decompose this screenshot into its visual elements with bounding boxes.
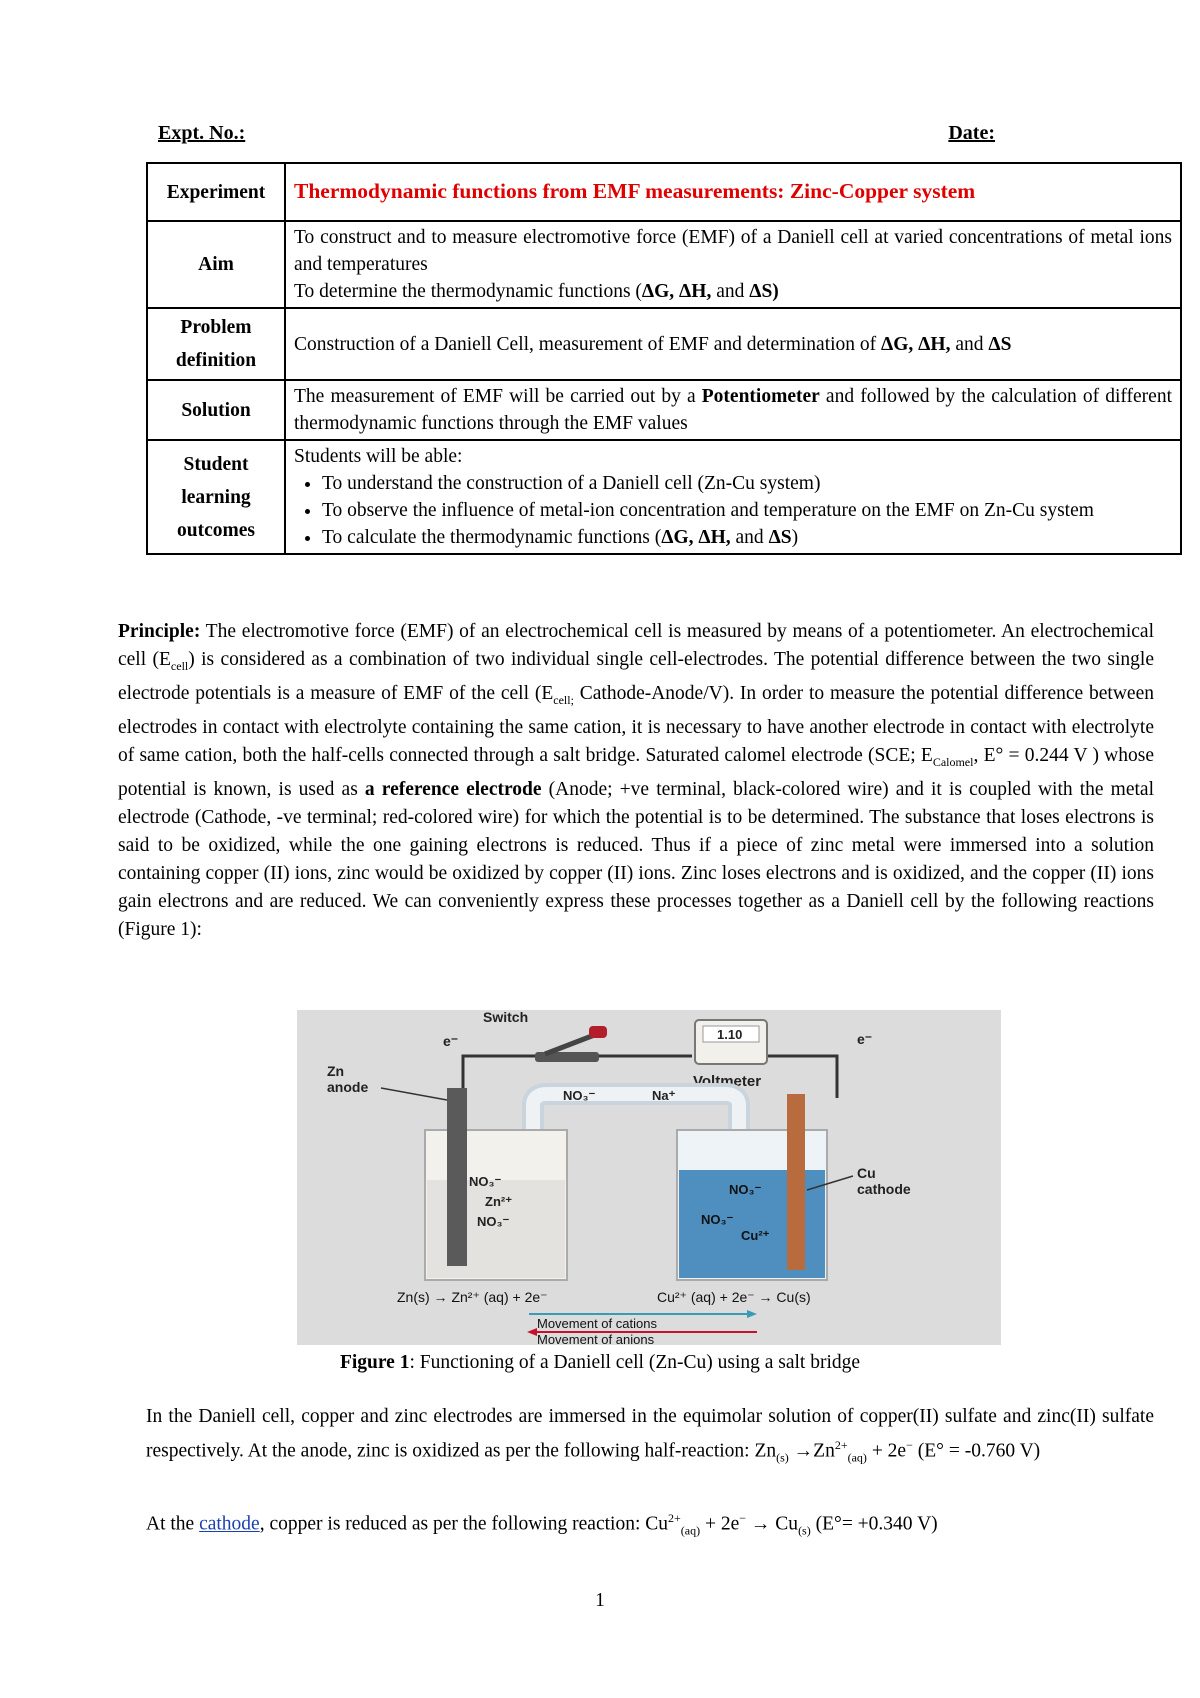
outcomes-intro: Students will be able: — [294, 446, 463, 467]
principle-sub: cell; — [553, 692, 574, 707]
zinc-anode — [447, 1088, 467, 1266]
list-item — [322, 524, 1172, 551]
problem-label — [147, 308, 285, 380]
para3-text: , copper is reduced as per the following reaction: Cu — [259, 1513, 668, 1535]
para2-text: + 2e — [866, 1440, 907, 1462]
problem-bold-2: ΔS — [988, 333, 1012, 355]
para2-sub: (aq) — [847, 1450, 867, 1465]
para3-text: At the — [146, 1513, 200, 1535]
problem-cell — [285, 308, 1181, 380]
aim-label: Aim — [147, 221, 285, 308]
aim-line-1: To construct and to measure electromotive force (EMF) of a Daniell cell at varied concentrations of metal ions and temperatures — [294, 227, 1172, 275]
experiment-info-table — [146, 162, 1182, 555]
aim-cell — [285, 221, 1181, 308]
solution-cell — [285, 380, 1181, 440]
table-row — [147, 163, 1181, 221]
wire-right — [765, 1056, 837, 1098]
outcome-3-mid: and — [730, 527, 769, 548]
problem-text: Construction of a Daniell Cell, measurement of EMF and determination of — [294, 333, 882, 355]
experiment-title: Thermodynamic functions from EMF measurements: Zinc-Copper system — [294, 179, 976, 203]
daniell-paragraph — [146, 1403, 1154, 1471]
aim-text: To determine the thermodynamic functions ( — [294, 281, 642, 302]
legend-anions: Movement of anions — [537, 1332, 655, 1345]
table-row — [147, 440, 1181, 554]
outcomes-label — [147, 440, 285, 554]
para3-text: + 2e — [700, 1513, 740, 1535]
daniell-cell-diagram — [297, 1010, 1001, 1345]
voltmeter-label: Voltmeter — [693, 1073, 762, 1090]
outcome-3-text: To calculate the thermodynamic functions ( — [322, 527, 662, 548]
outcomes-label-line2: learning — [181, 486, 251, 508]
table-row — [147, 221, 1181, 308]
caption-text: : Functioning of a Daniell cell (Zn-Cu) using a salt bridge — [409, 1352, 861, 1373]
cation-arrowhead — [747, 1310, 757, 1318]
outcomes-label-line1: Student — [183, 453, 249, 475]
electron-left-label: e⁻ — [443, 1033, 459, 1049]
principle-text: The electromotive force (EMF) of an electrochemical cell is measured by means of a potentiometer. An electrochemical cell (E — [118, 621, 1154, 670]
solution-bold: Potentiometer — [701, 386, 820, 407]
outcomes-list — [294, 470, 1172, 551]
right-reaction: Cu²⁺ (aq) + 2e⁻ → Cu(s) — [657, 1289, 811, 1305]
outcome-3-suffix: ) — [791, 527, 799, 548]
caption-bold: Figure 1 — [339, 1352, 410, 1373]
outcomes-label-line3: outcomes — [177, 519, 255, 541]
para3-sup: − — [739, 1511, 747, 1525]
para2-text: (E° = -0.760 V) — [912, 1440, 1041, 1462]
principle-text: Cathode-Anode/V). In order to measure the potential difference between electrodes in contact with electrolyte containing the same cation, it is necessary to have another electrode in contact with electrolyte of same cation, both the half-cells connected through a salt bridge. Saturated calomel electrode (SCE; E — [118, 682, 1154, 766]
bridge-no3-label: NO₃⁻ — [563, 1088, 596, 1103]
right-ion-1: NO₃⁻ — [729, 1182, 762, 1197]
para3-sub: (aq) — [680, 1523, 701, 1538]
principle-text: ) is considered as a combination of two individual single cell-electrodes. The potential difference between the two single electrode potentials is a measure of EMF of the cell (E — [118, 649, 1154, 704]
para3-text: (E°= +0.340 V) — [810, 1513, 938, 1535]
voltmeter-reading: 1.10 — [717, 1027, 743, 1042]
date-label: Date: — [948, 122, 995, 144]
figure-caption — [0, 1352, 1200, 1374]
zn-anode-label-1: Zn — [327, 1063, 345, 1079]
legend-cations: Movement of cations — [537, 1316, 657, 1331]
solution-text-suffix: and followed by the calculation of different thermodynamic functions through the EMF values — [294, 386, 1172, 434]
experiment-label: Experiment — [147, 163, 285, 221]
principle-label: Principle: — [118, 621, 201, 642]
list-item: • To observe the influence of metal-ion concentration and temperature on the EMF on Zn-Cu system — [322, 497, 1172, 524]
para2-sup: − — [906, 1438, 913, 1452]
cu-cathode-label-1: Cu — [857, 1165, 876, 1181]
principle-sub: cell — [170, 658, 189, 673]
problem-label-line2: definition — [175, 350, 257, 371]
principle-paragraph — [118, 618, 1154, 944]
zn-anode-label-2: anode — [327, 1079, 369, 1095]
table-row — [147, 308, 1181, 380]
problem-bold-1: ΔG, ΔH, — [881, 333, 951, 355]
para2-sup: 2+ — [834, 1438, 848, 1452]
outcome-3-bold-2: ΔS — [768, 527, 792, 548]
left-ion-1: NO₃⁻ — [469, 1174, 502, 1189]
solution-text: The measurement of EMF will be carried out by a — [294, 386, 702, 407]
electron-right-label: e⁻ — [857, 1031, 873, 1047]
problem-label-line1: Problem — [180, 317, 252, 338]
page-number: 1 — [595, 1590, 605, 1611]
left-ion-3: NO₃⁻ — [477, 1214, 510, 1229]
left-ion-2: Zn²⁺ — [485, 1194, 513, 1209]
copper-cathode — [787, 1094, 805, 1270]
cu-cathode-label-2: cathode — [857, 1181, 911, 1197]
anion-arrowhead — [527, 1328, 537, 1336]
para3-sup: 2+ — [668, 1511, 681, 1525]
aim-text-mid: and — [711, 281, 750, 302]
bridge-na-label: Na⁺ — [652, 1088, 676, 1103]
switch-icon — [535, 1026, 607, 1062]
solution-label: Solution — [147, 380, 285, 440]
left-reaction: Zn(s) → Zn²⁺ (aq) + 2e⁻ — [397, 1289, 548, 1305]
expt-no-label: Expt. No.: — [158, 122, 246, 144]
outcomes-cell — [285, 440, 1181, 554]
outcome-3-bold: ΔG, ΔH, — [661, 527, 731, 548]
para2-text: →Zn — [788, 1440, 835, 1462]
aim-bold-2: ΔS) — [749, 281, 779, 302]
principle-text: , E° = 0.244 V ) whose potential is known, is used as — [118, 744, 1155, 800]
switch-label: Switch — [483, 1010, 529, 1025]
para2-text: In the Daniell cell, copper and zinc electrodes are immersed in the equimolar solution of copper(II) sulfate and zinc(II) sulfate respectively. At the anode, zinc is oxidized as per the following half-reaction: Zn — [146, 1406, 1154, 1462]
right-ion-2: NO₃⁻ — [701, 1212, 734, 1227]
principle-sub: Calomel — [932, 754, 974, 769]
right-ion-3: Cu²⁺ — [741, 1228, 770, 1243]
reference-electrode-bold: a reference electrode — [364, 778, 542, 800]
problem-text-mid: and — [950, 333, 989, 355]
header-line — [146, 122, 995, 148]
principle-text: (Anode; +ve terminal, black-colored wire) and it is coupled with the metal electrode (Cathode, -ve terminal; red-colored wire) for which the potential is to be determined. The substance that loses electrons is said to be oxidized, while the one gaining electrons is reduced. Thus if a piece of zinc metal were immersed into a solution containing copper (II) ions, zinc would be oxidized by copper (II) ions. Zinc loses electrons and is oxidized, and the copper (II) ions gain electrons and are reduced. We can conveniently express these processes together as a Daniell cell by the following reactions (Figure 1): — [118, 778, 1154, 940]
table-row — [147, 380, 1181, 440]
para3-text: → Cu — [746, 1513, 799, 1535]
para2-sub: (s) — [776, 1450, 789, 1465]
daniell-cell-figure — [297, 1010, 1001, 1345]
cathode-paragraph — [146, 1504, 1154, 1544]
aim-bold-1: ΔG, ΔH, — [641, 281, 712, 302]
aim-line-2 — [294, 278, 1172, 305]
list-item: • To understand the construction of a Daniell cell (Zn-Cu system) — [322, 470, 1172, 497]
experiment-title-cell — [285, 163, 1181, 221]
cathode-link[interactable]: cathode — [199, 1513, 260, 1535]
para3-sub: (s) — [798, 1523, 811, 1538]
zn-pointer — [381, 1088, 447, 1100]
